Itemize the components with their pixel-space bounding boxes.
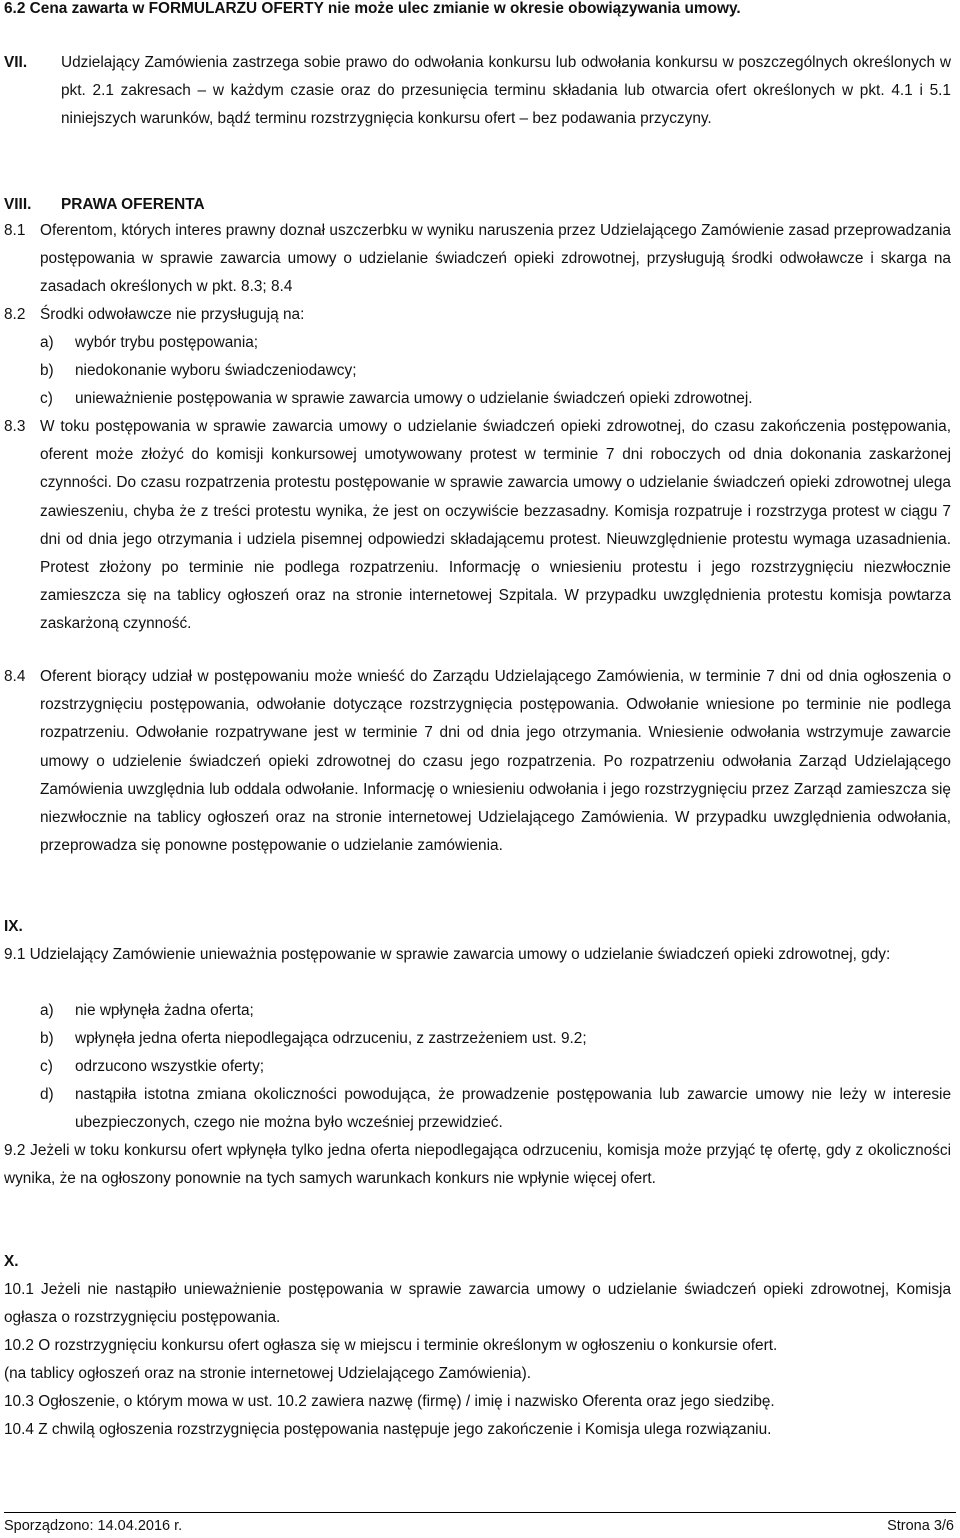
section-7-number: VII. (4, 54, 28, 71)
clause-8-2-text: Środki odwoławcze nie przysługują na: (40, 306, 305, 323)
clause-9-1-item-c: odrzucono wszystkie oferty; (75, 1058, 265, 1075)
clause-8-2-item-b: niedokonanie wyboru świadczeniodawcy; (75, 362, 357, 379)
section-9-number: IX. (4, 918, 23, 935)
clause-9-1-item-d-label: d) (40, 1086, 54, 1103)
clause-8-3-number: 8.3 (4, 418, 26, 435)
clause-9-1-text: 9.1 Udzielający Zamówienie unieważnia postępowanie w sprawie zawarcia umowy o udzielanie świadczeń opieki zdrowotnej, gdy: (4, 946, 891, 963)
clause-9-1-item-a: nie wpłynęła żadna oferta; (75, 1002, 254, 1019)
clause-10-2-text: 10.2 O rozstrzygnięciu konkursu ofert ogłasza się w miejscu i terminie określonym w ogłoszeniu o konkursie ofert. (4, 1337, 778, 1354)
section-8-number: VIII. (4, 196, 32, 213)
clause-6-2: 6.2 Cena zawarta w FORMULARZU OFERTY nie może ulec zmianie w okresie obowiązywania umowy. (4, 0, 741, 17)
section-10-number: X. (4, 1253, 19, 1270)
clause-9-1-item-b-label: b) (40, 1030, 54, 1047)
clause-9-1-item-a-label: a) (40, 1002, 54, 1019)
clause-10-1-text: 10.1 Jeżeli nie nastąpiło unieważnienie postępowania w sprawie zawarcia umowy o udzielanie świadczeń opieki zdrowotnej, Komisja ogłasza o rozstrzygnięciu postępowania. (4, 1281, 951, 1327)
clause-10-3-text: 10.3 Ogłoszenie, o którym mowa w ust. 10.2 zawiera nazwę (firmę) / imię i nazwisko Oferenta oraz jego siedzibę. (4, 1393, 775, 1410)
clause-8-2-item-a-label: a) (40, 334, 54, 351)
footer-date: Sporządzono: 14.04.2016 r. (4, 1518, 183, 1534)
section-7-text: Udzielający Zamówienia zastrzega sobie prawo do odwołania konkursu lub odwołania konkursu w poszczególnych określonych w pkt. 2.1 zakresach – w każdym czasie oraz do przesunięcia terminu składania lub otwarcia ofert określonych w pkt. 4.1 i 5.1 niniejszych warunków, bądź terminu rozstrzygnięcia konkursu ofert – bez podawania przyczyny. (61, 54, 951, 128)
section-8-title: PRAWA OFERENTA (61, 196, 205, 213)
clause-8-1-number: 8.1 (4, 222, 26, 239)
clause-8-2-item-c: unieważnienie postępowania w sprawie zawarcia umowy o udzielanie świadczeń opieki zdrowotnej. (75, 390, 753, 407)
clause-9-1-item-d: nastąpiła istotna zmiana okoliczności powodująca, że prowadzenie postępowania lub zawarcie umowy nie leży w interesie ubezpieczonych, czego nie można było wcześniej przewidzieć. (75, 1086, 951, 1132)
footer-rule (4, 1512, 956, 1513)
clause-9-1-item-b: wpłynęła jedna oferta niepodlegająca odrzuceniu, z zastrzeżeniem ust. 9.2; (75, 1030, 587, 1047)
clause-9-2-text: 9.2 Jeżeli w toku konkursu ofert wpłynęła tylko jedna oferta niepodlegająca odrzuceniu, komisja może przyjąć tę ofertę, gdy z okoliczności wynika, że na ogłoszony ponownie na tych samych warunkach konkurs nie wpłynie więcej ofert. (4, 1142, 951, 1188)
clause-8-4-text: Oferent biorący udział w postępowaniu może wnieść do Zarządu Udzielającego Zamówienia, w terminie 7 dni od dnia ogłoszenia o rozstrzygnięciu postępowania, odwołanie dotyczące rozstrzygnięcia postępowania. Odwołanie wniesione po terminie nie podlega rozpatrzeniu. Odwołanie rozpatrywane jest w terminie 7 dni od dnia jego otrzymania. Wniesienie odwołania wstrzymuje zawarcie umowy o udzielenie świadczeń opieki zdrowotnej do czasu jego rozpatrzenia. Po rozpatrzeniu odwołania Zarząd Udzielającego Zamówienia uwzględnia lub oddala odwołanie. Informację o wniesieniu odwołania i jego rozstrzygnięciu przez Zarząd zamieszcza się niezwłocznie na tablicy ogłoszeń oraz na stronie internetowej Udzielającego Zamówienia. W przypadku uwzględnienia odwołania, przeprowadza się ponowne postępowanie o udzielanie zamówienia. (40, 668, 951, 855)
footer-page-number: Strona 3/6 (887, 1518, 954, 1534)
clause-8-2-item-a: wybór trybu postępowania; (75, 334, 259, 351)
clause-8-2-item-c-label: c) (40, 390, 53, 407)
clause-10-4-text: 10.4 Z chwilą ogłoszenia rozstrzygnięcia postępowania następuje jego zakończenie i Komisja ulega rozwiązaniu. (4, 1421, 772, 1438)
clause-9-1-item-c-label: c) (40, 1058, 53, 1075)
clause-10-2-note: (na tablicy ogłoszeń oraz na stronie internetowej Udzielającego Zamówienia). (4, 1365, 531, 1382)
clause-8-2-number: 8.2 (4, 306, 26, 323)
clause-8-4-number: 8.4 (4, 668, 26, 685)
clause-8-1-text: Oferentom, których interes prawny doznał uszczerbku w wyniku naruszenia przez Udzielającego Zamówienie zasad przeprowadzania postępowania w sprawie zawarcia umowy o udzielanie świadczeń opieki zdrowotnej, przysługują środki odwoławcze i skarga na zasadach określonych w pkt. 8.3; 8.4 (40, 222, 951, 296)
clause-8-3-text: W toku postępowania w sprawie zawarcia umowy o udzielanie świadczeń opieki zdrowotnej, do czasu zakończenia postępowania, oferent może złożyć do komisji konkursowej umotywowany protest w terminie 7 dni roboczych od dnia dokonania zaskarżonej czynności. Do czasu rozpatrzenia protestu postępowanie w sprawie zawarcia umowy o udzielanie świadczeń opieki zdrowotnej ulega zawieszeniu, chyba że z treści protestu wynika, że jest on oczywiście bezzasadny. Komisja rozpatruje i rozstrzyga protest w ciągu 7 dni od dnia jego otrzymania i udziela pisemnej odpowiedzi składającemu protest. Nieuwzględnienie protestu wymaga uzasadnienia. Protest złożony po terminie nie podlega rozpatrzeniu. Informację o wniesieniu protestu i jego rozstrzygnięciu niezwłocznie zamieszcza się na tablicy ogłoszeń oraz na stronie internetowej Szpitala. W przypadku uwzględnienia protestu komisja powtarza zaskarżoną czynność. (40, 418, 951, 633)
clause-8-2-item-b-label: b) (40, 362, 54, 379)
